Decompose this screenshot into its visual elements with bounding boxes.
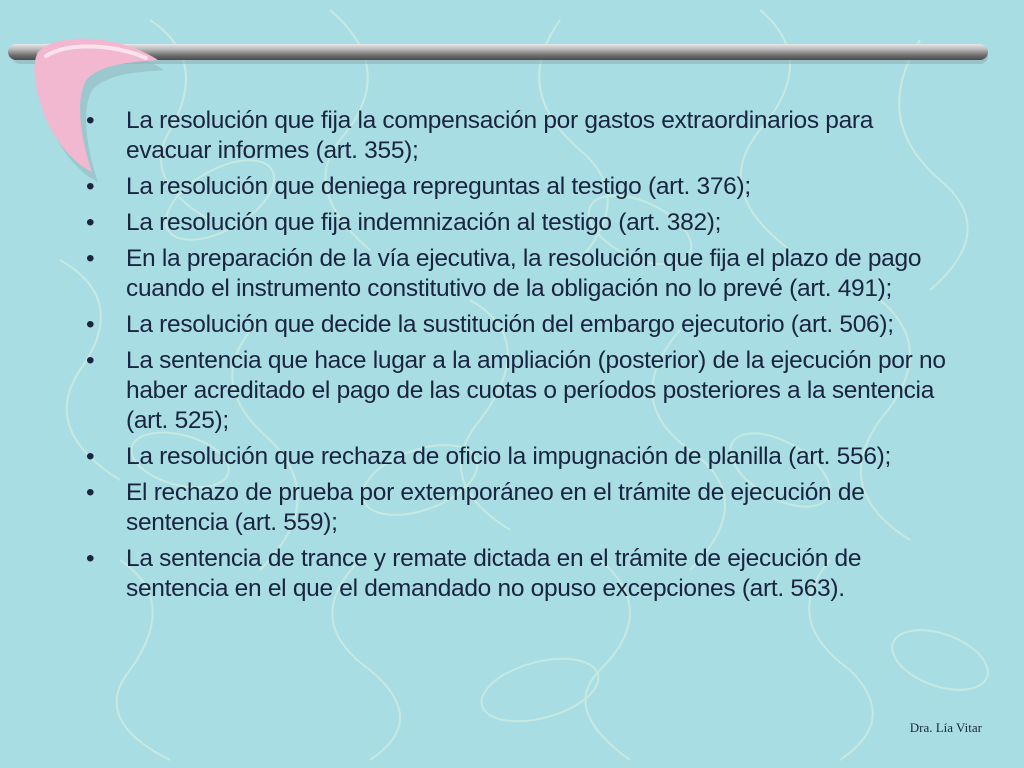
list-item-text: La resolución que decide la sustitución del embargo ejecutorio (art. 506); [126,311,894,338]
bullet-icon: • [86,443,95,470]
bullet-list [82,106,962,610]
bullet-icon: • [86,245,95,272]
list-item [82,208,962,238]
list-item-text: La resolución que fija la compensación por gastos extraordinarios para evacuar informes (art. 355); [126,107,874,164]
list-item [82,106,962,166]
list-item-text: La resolución que fija indemnización al testigo (art. 382); [126,209,722,236]
list-item-text: La resolución que rechaza de oficio la impugnación de planilla (art. 556); [126,443,892,470]
bullet-icon: • [86,545,95,572]
list-item [82,172,962,202]
list-item [82,442,962,472]
bullet-icon: • [86,479,95,506]
bullet-icon: • [86,311,95,338]
list-item-text: La resolución que deniega repreguntas al testigo (art. 376); [126,173,751,200]
list-item-text: El rechazo de prueba por extemporáneo en el trámite de ejecución de sentencia (art. 559); [126,479,865,536]
bullet-icon: • [86,209,95,236]
bullet-icon: • [86,347,95,374]
bullet-icon: • [86,107,95,134]
bullet-icon: • [86,173,95,200]
slide-footer-author: Dra. Lía Vitar [909,720,982,735]
list-item-text: La sentencia de trance y remate dictada en el trámite de ejecución de sentencia en el que el demandado no opuso excepciones (art. 563). [126,545,862,602]
list-item [82,244,962,304]
list-item [82,478,962,538]
list-item [82,346,962,436]
list-item-text: La sentencia que hace lugar a la ampliación (posterior) de la ejecución por no haber acreditado el pago de las cuotas o períodos posteriores a la sentencia (art. 525); [126,347,946,434]
list-item [82,310,962,340]
list-item-text: En la preparación de la vía ejecutiva, la resolución que fija el plazo de pago cuando el instrumento constitutivo de la obligación no lo prevé (art. 491); [126,245,922,302]
list-item [82,544,962,604]
